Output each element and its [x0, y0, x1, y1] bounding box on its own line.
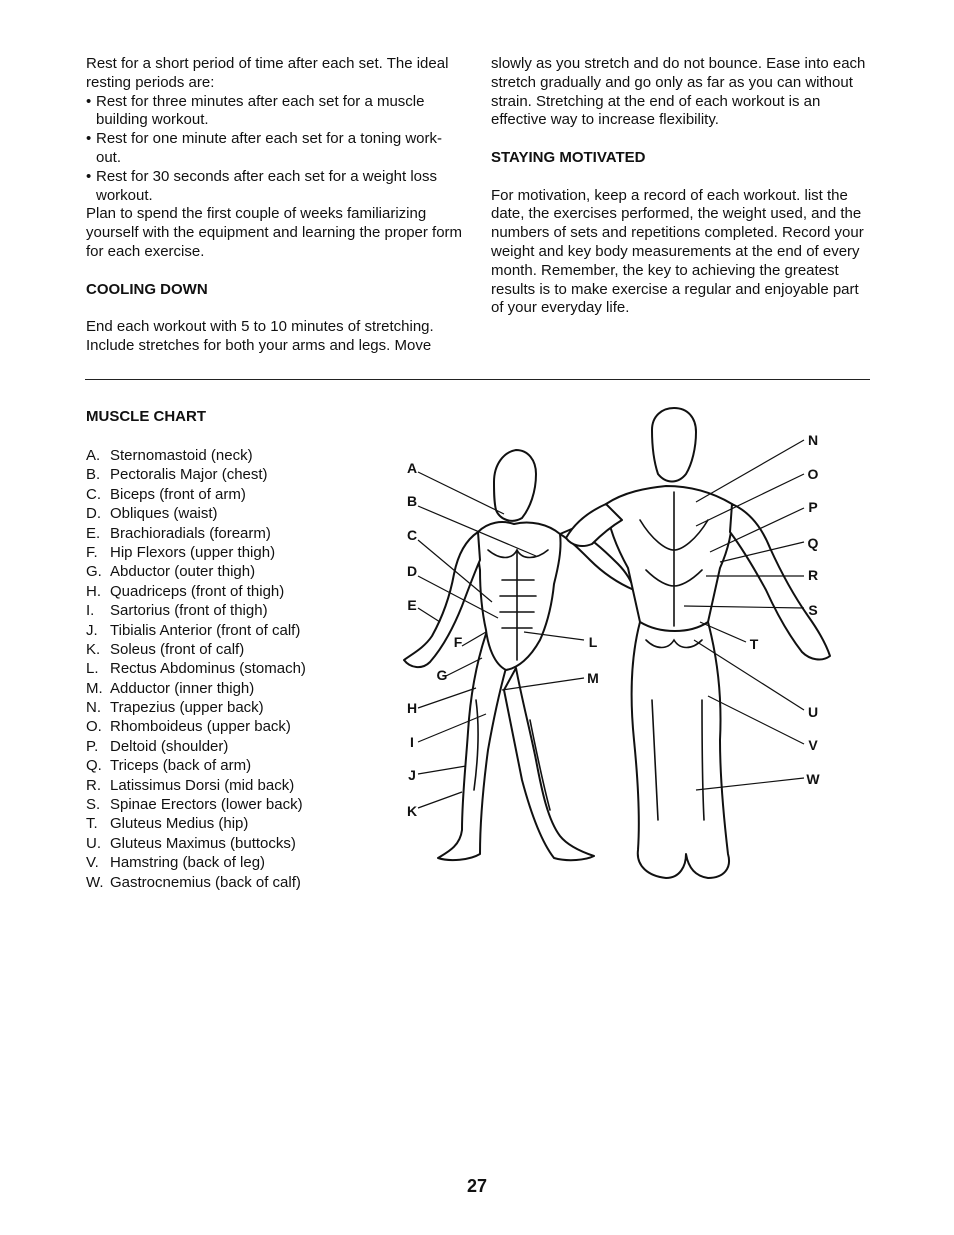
muscle-legend-name: Brachioradials (forearm)	[110, 524, 271, 542]
staying-motivated-paragraph: For motivation, keep a record of each workout. list the date, the exercises performed, the weight used, and the numbers of sets and repetitions completed. Record your weight and key body measurements at the end of every month. Remember, the key to achieving the greatest results is to make exercise a regular and enjoyable part of your everyday life.	[491, 186, 864, 317]
callout-u: U	[807, 704, 819, 720]
back-figure-legs	[632, 622, 730, 878]
muscle-legend-item	[86, 465, 386, 484]
leader-line-n	[696, 440, 804, 502]
muscle-legend-item	[86, 601, 386, 620]
callout-e: E	[407, 597, 417, 613]
callout-h: H	[406, 700, 418, 716]
muscle-legend-letter: L.	[86, 660, 99, 678]
callout-k: K	[406, 803, 418, 819]
rest-period-item: • Rest for 30 seconds after each set for a weight loss workout.	[86, 168, 466, 206]
muscle-legend-item	[86, 717, 386, 736]
muscle-legend-item	[86, 737, 386, 756]
muscle-legend-letter: N.	[86, 699, 101, 717]
section-divider	[85, 379, 870, 380]
muscle-legend-letter: W.	[86, 873, 104, 891]
muscle-legend-letter: U.	[86, 834, 101, 852]
callout-j: J	[408, 767, 416, 783]
muscle-legend-letter: I.	[86, 602, 95, 620]
callout-n: N	[807, 432, 819, 448]
callout-m: M	[587, 670, 599, 686]
cooling-down-heading: COOLING DOWN	[86, 280, 208, 298]
muscle-legend-item	[86, 853, 386, 872]
muscle-legend-name: Biceps (front of arm)	[110, 485, 246, 503]
muscle-legend-letter: P.	[86, 737, 99, 755]
muscle-legend-item	[86, 562, 386, 581]
muscle-legend-item	[86, 640, 386, 659]
muscle-legend-letter: E.	[86, 524, 101, 542]
muscle-legend-letter: T.	[86, 815, 98, 833]
muscle-legend-item	[86, 621, 386, 640]
callout-v: V	[808, 737, 818, 753]
muscle-legend-name: Tibialis Anterior (front of calf)	[110, 621, 301, 639]
callout-w: W	[806, 771, 820, 787]
callout-q: Q	[807, 535, 819, 551]
muscle-legend-letter: O.	[86, 718, 102, 736]
callout-i: I	[410, 734, 414, 750]
muscle-legend-item	[86, 485, 386, 504]
leader-line-e	[418, 608, 440, 622]
muscle-legend-item	[86, 524, 386, 543]
muscle-legend-name: Rectus Abdominus (stomach)	[110, 660, 306, 678]
muscle-legend-letter: B.	[86, 466, 101, 484]
callout-f: F	[453, 634, 463, 650]
rest-intro-paragraph: Rest for a short period of time after each set. The ideal resting periods are:	[86, 55, 449, 91]
rest-period-item: • Rest for three minutes after each set for a muscle building workout.	[86, 93, 466, 131]
muscle-legend-item	[86, 873, 386, 892]
callout-d: D	[406, 563, 418, 579]
staying-motivated-heading: STAYING MOTIVATED	[491, 148, 646, 166]
muscle-diagram-svg	[390, 400, 840, 900]
rest-period-item: • Rest for one minute after each set for a toning work-out.	[86, 130, 466, 168]
muscle-legend-item	[86, 698, 386, 717]
muscle-legend-name: Quadriceps (front of thigh)	[110, 582, 285, 600]
muscle-legend-item	[86, 795, 386, 814]
callout-a: A	[406, 460, 418, 476]
front-figure-head	[494, 450, 536, 521]
muscle-legend-letter: C.	[86, 485, 101, 503]
muscle-legend-letter: F.	[86, 543, 98, 561]
muscle-legend-name: Gluteus Medius (hip)	[110, 815, 249, 833]
muscle-legend-letter: H.	[86, 582, 101, 600]
callout-g: G	[436, 667, 448, 683]
leader-line-k	[418, 792, 462, 808]
muscle-legend-item	[86, 756, 386, 775]
leader-line-h	[418, 688, 476, 708]
muscle-legend-letter: Q.	[86, 757, 102, 775]
muscle-legend-letter: M.	[86, 679, 103, 697]
back-figure-torso	[606, 486, 732, 631]
muscle-legend-item	[86, 776, 386, 795]
muscle-chart-heading: MUSCLE CHART	[86, 408, 206, 425]
muscle-legend-item	[86, 446, 386, 465]
muscle-legend-name: Hip Flexors (upper thigh)	[110, 543, 276, 561]
callout-s: S	[808, 602, 818, 618]
muscle-legend-letter: K.	[86, 640, 101, 658]
muscle-legend-name: Sartorius (front of thigh)	[110, 602, 268, 620]
muscle-legend-name: Sternomastoid (neck)	[110, 447, 253, 464]
muscle-legend-letter: V.	[86, 854, 99, 872]
callout-c: C	[406, 527, 418, 543]
muscle-legend-item	[86, 659, 386, 678]
muscle-legend-letter: G.	[86, 563, 102, 581]
muscle-legend-name: Gluteus Maximus (buttocks)	[110, 834, 296, 852]
muscle-legend-name: Latissimus Dorsi (mid back)	[110, 776, 295, 794]
muscle-legend-item	[86, 582, 386, 601]
muscle-legend-item	[86, 814, 386, 833]
muscle-legend-name: Pectoralis Major (chest)	[110, 466, 268, 484]
muscle-legend-name: Adductor (inner thigh)	[110, 679, 255, 697]
muscle-legend-item	[86, 504, 386, 523]
callout-o: O	[807, 466, 819, 482]
right-text-column	[491, 55, 871, 318]
callout-b: B	[406, 493, 418, 509]
cooling-down-paragraph: End each workout with 5 to 10 minutes of stretching. Include stretches for both your arms and legs. Move	[86, 318, 434, 354]
muscle-legend-name: Hamstring (back of leg)	[110, 854, 266, 872]
callout-l: L	[588, 634, 598, 650]
callout-t: T	[749, 636, 759, 652]
muscle-legend-letter: R.	[86, 776, 101, 794]
cooling-down-continued-paragraph: slowly as you stretch and do not bounce. Ease into each stretch gradually and go only as far as you can without strain. Stretching at the end of each workout is an effective way to increase flexibility.	[491, 55, 866, 129]
muscle-legend-name: Soleus (front of calf)	[110, 640, 245, 658]
back-figure-head	[652, 408, 696, 482]
muscle-legend-item	[86, 834, 386, 853]
callout-r: R	[807, 567, 819, 583]
leader-line-a	[418, 472, 504, 514]
left-text-column	[86, 55, 466, 356]
front-figure-right-leg	[504, 668, 594, 860]
muscle-legend-letter: A.	[86, 447, 101, 464]
muscle-legend-name: Triceps (back of arm)	[110, 757, 252, 775]
muscle-legend-item	[86, 679, 386, 698]
muscle-diagram	[390, 400, 840, 900]
rest-periods-list	[86, 93, 466, 206]
muscle-legend-name: Spinae Erectors (lower back)	[110, 796, 303, 814]
muscle-legend	[86, 446, 386, 892]
muscle-legend-name: Trapezius (upper back)	[110, 699, 264, 717]
muscle-legend-name: Gastrocnemius (back of calf)	[110, 873, 301, 891]
muscle-legend-name: Deltoid (shoulder)	[110, 737, 229, 755]
muscle-legend-item	[86, 543, 386, 562]
muscle-legend-letter: J.	[86, 621, 98, 639]
leader-line-j	[418, 766, 466, 774]
plan-paragraph: Plan to spend the first couple of weeks familiarizing yourself with the equipment and learning the proper form for each exercise.	[86, 205, 463, 260]
leader-line-v	[708, 696, 804, 744]
page-number: 27	[466, 1176, 488, 1196]
muscle-legend-name: Abductor (outer thigh)	[110, 563, 256, 581]
muscle-legend-name: Rhomboideus (upper back)	[110, 718, 291, 736]
muscle-legend-name: Obliques (waist)	[110, 505, 218, 523]
callout-p: P	[808, 499, 818, 515]
muscle-legend-letter: S.	[86, 796, 101, 814]
muscle-legend-letter: D.	[86, 505, 101, 523]
